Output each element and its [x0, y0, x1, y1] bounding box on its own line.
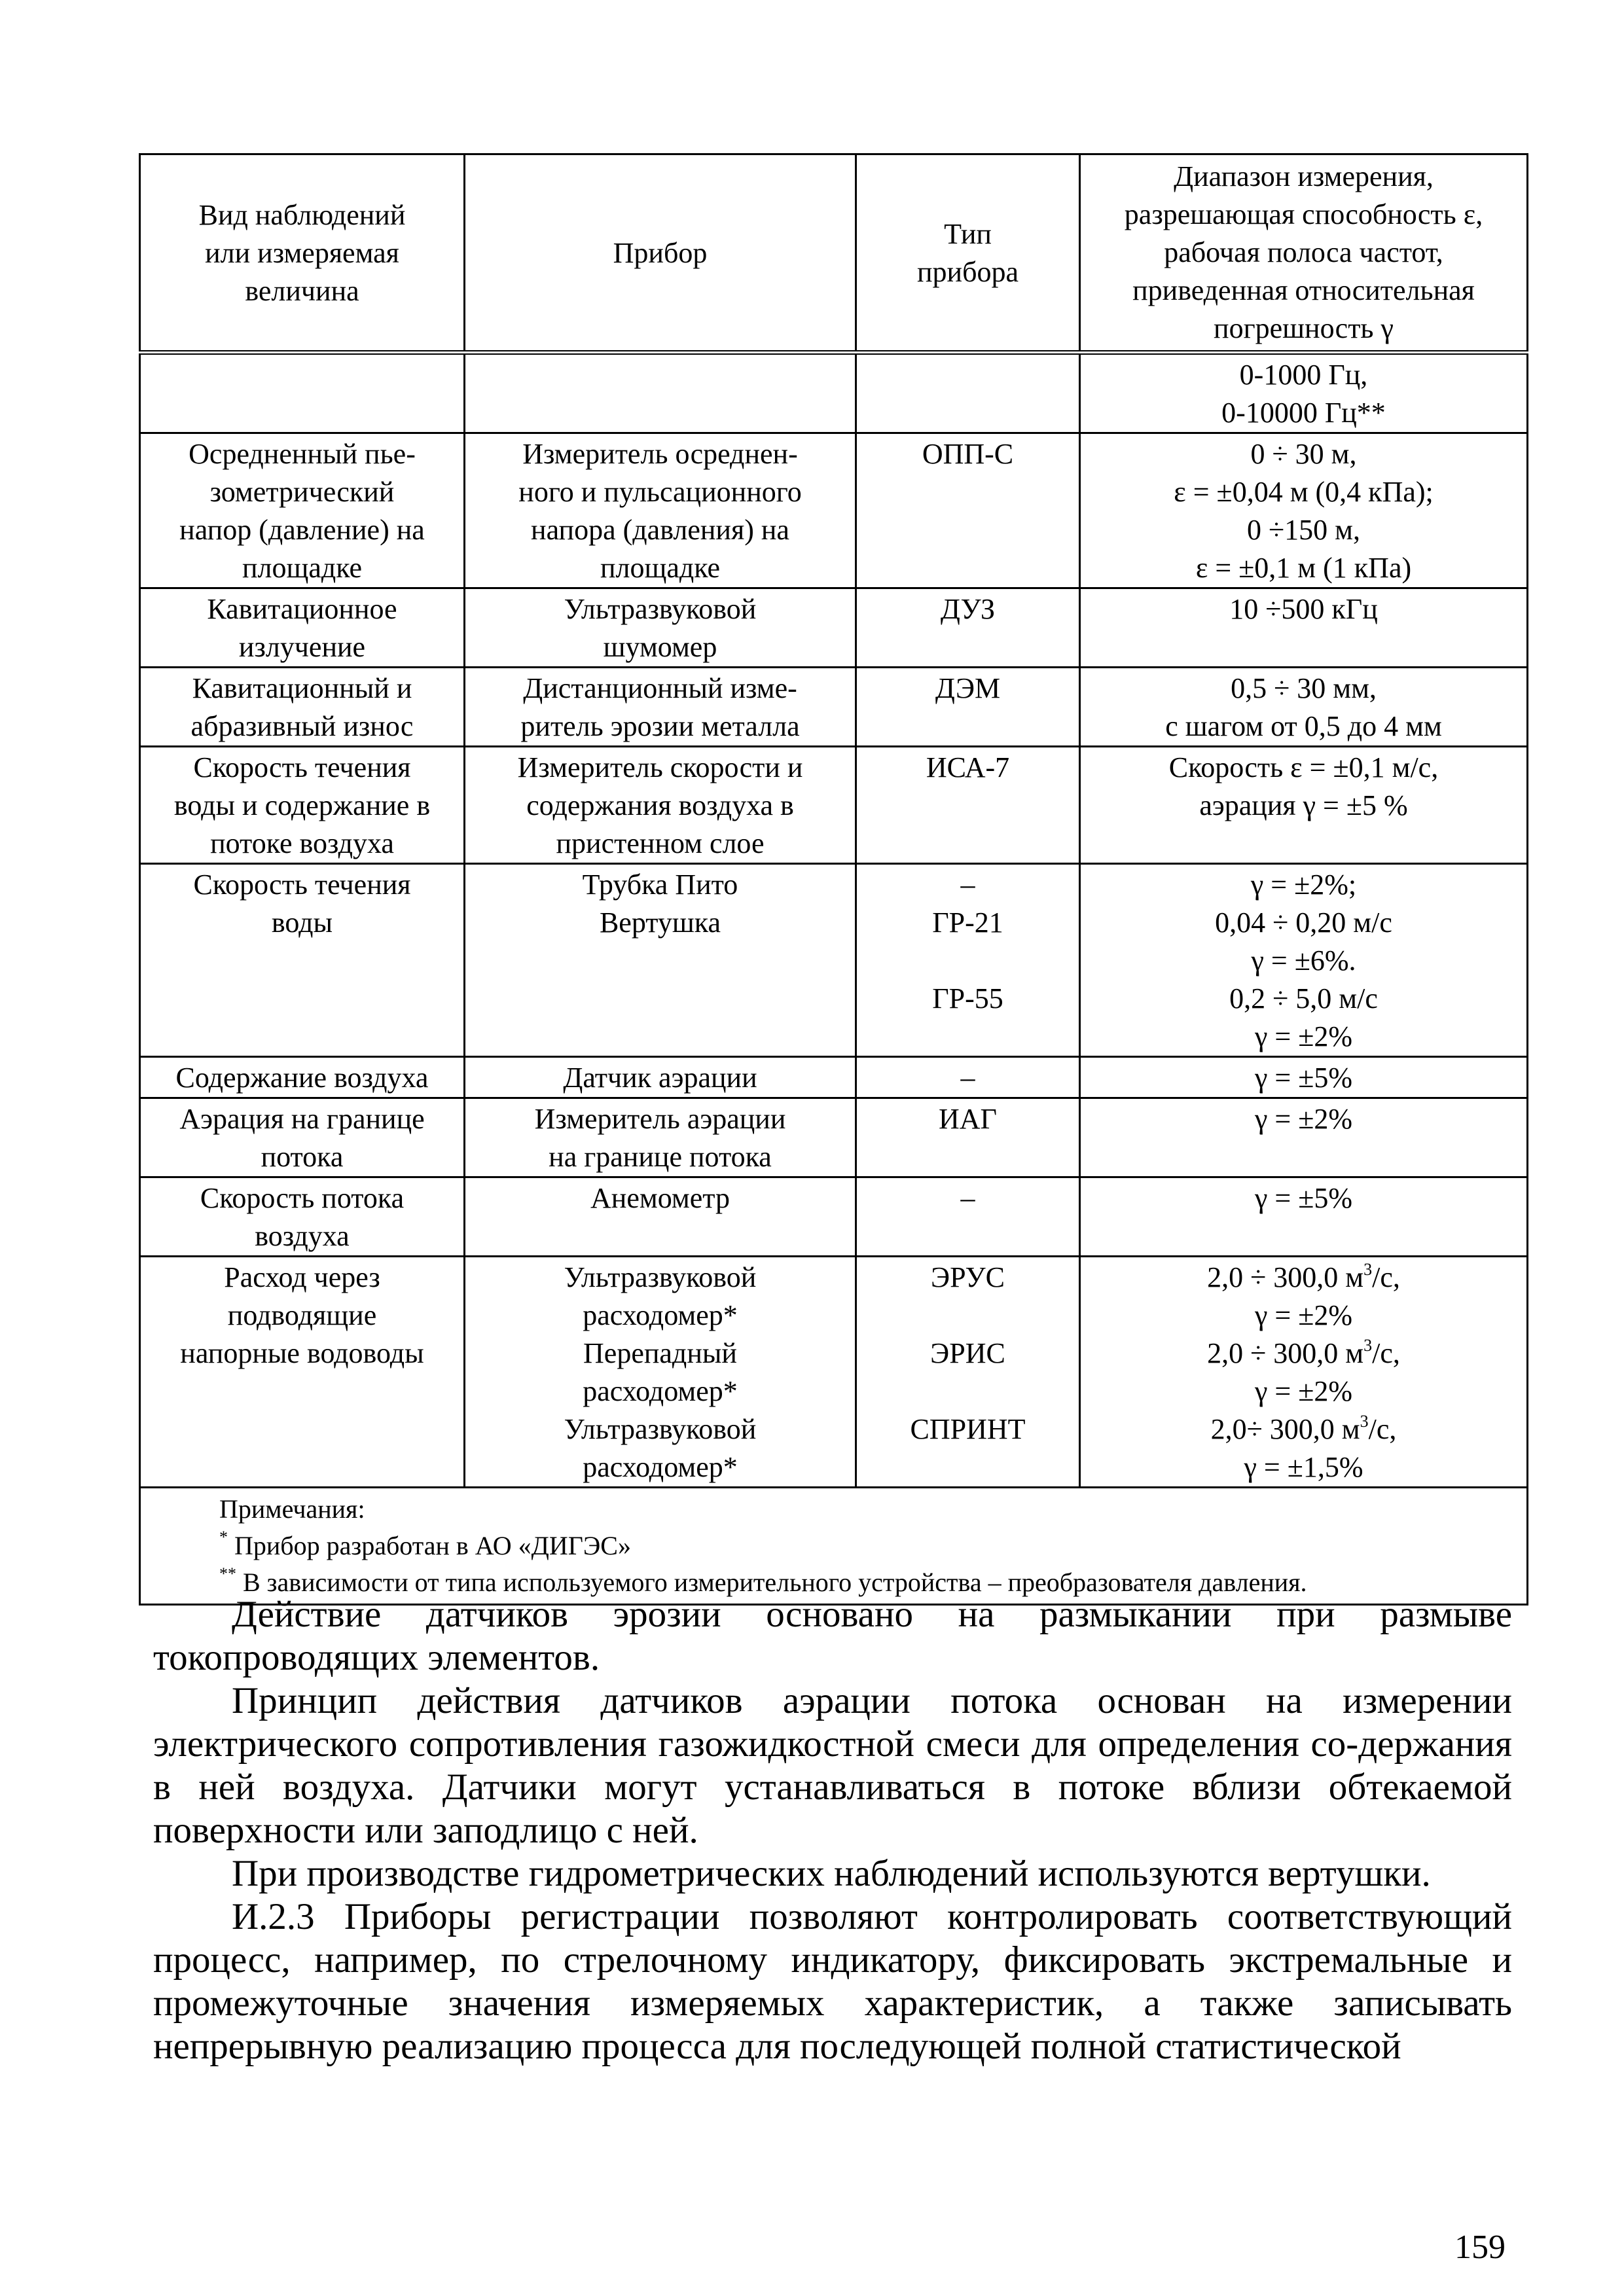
- header-device: Прибор: [465, 154, 856, 353]
- cell-range: 0,5 ÷ 30 мм, с шагом от 0,5 до 4 мм: [1080, 668, 1528, 747]
- cell-device: [465, 353, 856, 433]
- cell-range: 0-1000 Гц, 0-10000 Гц**: [1080, 353, 1528, 433]
- table-row: [140, 1257, 1528, 1488]
- cell-quantity: [140, 353, 465, 433]
- cell-range: γ = ±2%; 0,04 ÷ 0,20 м/с γ = ±6%. 0,2 ÷ 5,0 м/с γ = ±2%: [1080, 864, 1528, 1057]
- cell-quantity: Содержание воздуха: [140, 1057, 465, 1098]
- table-row: [140, 668, 1528, 747]
- table-notes: Примечания: * Прибор разработан в АО «ДИГЭС» ** В зависимости от типа используемого измерительного устройства – преобразователя давления.: [140, 1488, 1528, 1605]
- cell-range: 0 ÷ 30 м, ε = ±0,04 м (0,4 кПа); 0 ÷150 м, ε = ±0,1 м (1 кПа): [1080, 433, 1528, 588]
- instruments-table: [139, 153, 1528, 1605]
- cell-device: Измеритель скорости и содержания воздуха в пристенном слое: [465, 747, 856, 864]
- note-1: Прибор разработан в АО «ДИГЭС»: [228, 1531, 631, 1560]
- cell-range: γ = ±5%: [1080, 1177, 1528, 1257]
- header-quantity: Вид наблюдений или измеряемая величина: [140, 154, 465, 353]
- cell-quantity: Кавитационное излучение: [140, 588, 465, 668]
- cell-quantity: Расход через подводящие напорные водоводы: [140, 1257, 465, 1488]
- paragraph: Действие датчиков эрозии основано на размыкании при размыве токопроводящих элементов.: [153, 1594, 1512, 1678]
- cell-quantity: Аэрация на границе потока: [140, 1098, 465, 1177]
- cell-range: γ = ±5%: [1080, 1057, 1528, 1098]
- cell-type: ИСА-7: [856, 747, 1080, 864]
- cell-device: Измеритель осреднен- ного и пульсационного напора (давления) на площадке: [465, 433, 856, 588]
- cell-type: ИАГ: [856, 1098, 1080, 1177]
- table-row: [140, 1098, 1528, 1177]
- cell-device: Датчик аэрации: [465, 1057, 856, 1098]
- cell-type: [856, 353, 1080, 433]
- table-row: [140, 864, 1528, 1057]
- table-row: [140, 588, 1528, 668]
- table-row: [140, 353, 1528, 433]
- cell-device: Измеритель аэрации на границе потока: [465, 1098, 856, 1177]
- header-range: Диапазон измерения, разрешающая способность ε, рабочая полоса частот, приведенная относительная погрешность γ: [1080, 154, 1528, 353]
- cell-type: –: [856, 1177, 1080, 1257]
- table-row: [140, 747, 1528, 864]
- cell-range: 10 ÷500 кГц: [1080, 588, 1528, 668]
- cell-quantity: Кавитационный и абразивный износ: [140, 668, 465, 747]
- cell-type: ОПП-С: [856, 433, 1080, 588]
- table-notes-row: [140, 1488, 1528, 1605]
- cell-quantity: Скорость течения воды и содержание в потоке воздуха: [140, 747, 465, 864]
- cell-type: ЭРУС ЭРИС СПРИНТ: [856, 1257, 1080, 1488]
- cell-device: Трубка Пито Вертушка: [465, 864, 856, 1057]
- cell-device: Анемометр: [465, 1177, 856, 1257]
- cell-quantity: Осредненный пье- зометрический напор (давление) на площадке: [140, 433, 465, 588]
- cell-range: γ = ±2%: [1080, 1098, 1528, 1177]
- table-row: [140, 1057, 1528, 1098]
- note-2: В зависимости от типа используемого измерительного устройства – преобразователя давления.: [236, 1568, 1307, 1597]
- paragraph: Принцип действия датчиков аэрации потока основан на измерении электрического сопротивления газожидкостной смеси для определения со-держания в ней воздуха. Датчики могут устанавливаться в потоке вблизи обтекаемой поверхности или заподлицо с ней.: [153, 1680, 1512, 1851]
- table-row: [140, 1177, 1528, 1257]
- paragraph: При производстве гидрометрических наблюдений используются вертушки.: [232, 1853, 1431, 1894]
- cell-range: 2,0 ÷ 300,0 $м^3/с$, γ = ±2% 2,0 ÷ 300,0 $м^3/с$, γ = ±2% 2,0÷ 300,0 $м^3/с$, γ = ±1,5%: [1080, 1257, 1528, 1488]
- cell-type: – ГР-21 ГР-55: [856, 864, 1080, 1057]
- body-text: [153, 1593, 1512, 2068]
- cell-type: ДУЗ: [856, 588, 1080, 668]
- cell-quantity: Скорость потока воздуха: [140, 1177, 465, 1257]
- cell-device: Ультразвуковой шумомер: [465, 588, 856, 668]
- cell-range: Скорость ε = ±0,1 м/с, аэрация γ = ±5 %: [1080, 747, 1528, 864]
- cell-quantity: Скорость течения воды: [140, 864, 465, 1057]
- header-type: Тип прибора: [856, 154, 1080, 353]
- notes-title: Примечания:: [219, 1494, 365, 1524]
- cell-type: –: [856, 1057, 1080, 1098]
- cell-device: Дистанционный изме- ритель эрозии металла: [465, 668, 856, 747]
- page-number: 159: [1454, 2229, 1506, 2266]
- paragraph: И.2.3 Приборы регистрации позволяют контролировать соответствующий процесс, например, по стрелочному индикатору, фиксировать экстремальные и промежуточные значения измеряемых характеристик, а также записывать непрерывную реализацию процесса для последующей полной статистической: [153, 1896, 1512, 2067]
- cell-device: Ультразвуковой расходомер* Перепадный расходомер* Ультразвуковой расходомер*: [465, 1257, 856, 1488]
- table-row: [140, 433, 1528, 588]
- cell-type: ДЭМ: [856, 668, 1080, 747]
- table-header-row: [140, 154, 1528, 353]
